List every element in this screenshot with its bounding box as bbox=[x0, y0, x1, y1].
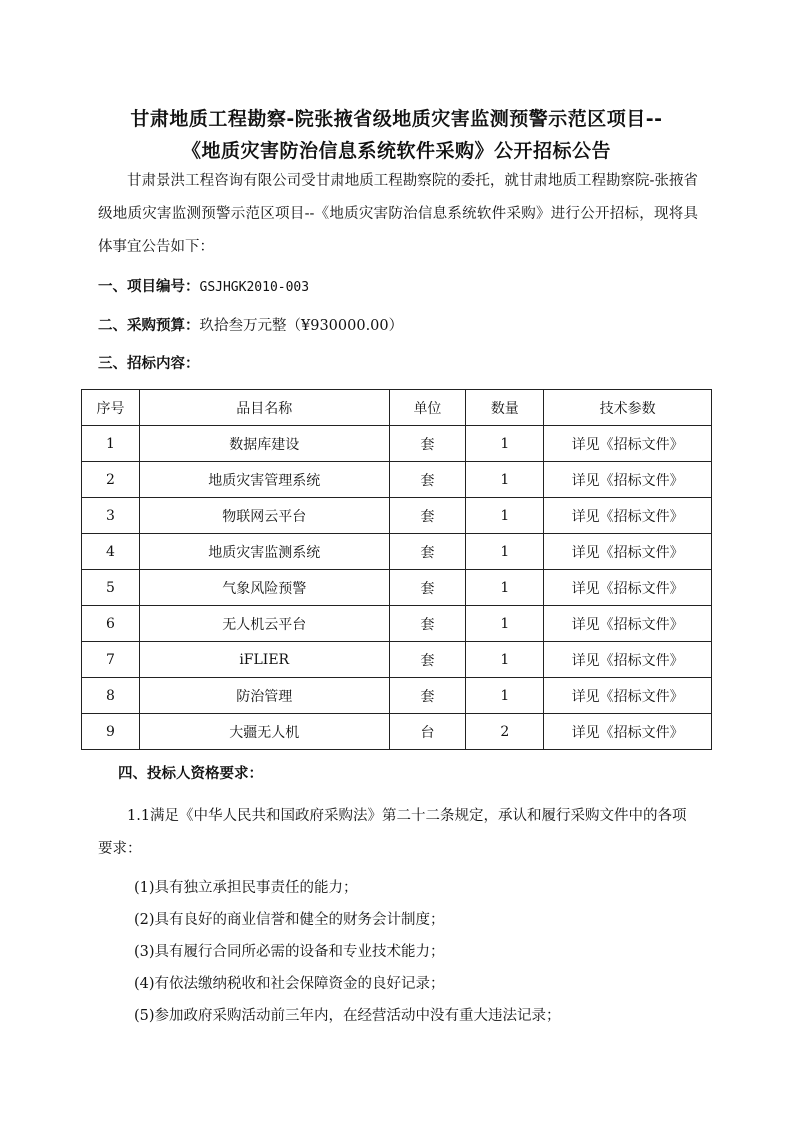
project-number-label: 一、项目编号： bbox=[98, 279, 200, 295]
table-header-row bbox=[82, 390, 712, 426]
cell-unit: 套 bbox=[389, 426, 466, 462]
cell-seq: 2 bbox=[82, 462, 140, 498]
cell-item-name: 无人机云平台 bbox=[139, 606, 389, 642]
cell-item-name: 物联网云平台 bbox=[139, 498, 389, 534]
requirement-item: (4)有依法缴纳税收和社会保障资金的良好记录； bbox=[134, 976, 445, 992]
section4-heading: 四、投标人资格要求： bbox=[118, 766, 263, 782]
cell-item-name: iFLIER bbox=[139, 642, 389, 678]
header-seq: 序号 bbox=[82, 390, 140, 426]
table-row bbox=[82, 714, 712, 750]
requirement-item: (5)参加政府采购活动前三年内，在经营活动中没有重大违法记录； bbox=[134, 1008, 561, 1024]
project-number-value: GSJHGK2010-003 bbox=[199, 280, 310, 295]
cell-seq: 4 bbox=[82, 534, 140, 570]
budget-label: 二、采购预算： bbox=[98, 318, 200, 334]
cell-tech-params: 详见《招标文件》 bbox=[544, 606, 712, 642]
cell-seq: 9 bbox=[82, 714, 140, 750]
contents-heading bbox=[98, 352, 200, 373]
cell-seq: 3 bbox=[82, 498, 140, 534]
cell-seq: 1 bbox=[82, 426, 140, 462]
cell-unit: 套 bbox=[389, 462, 466, 498]
cell-unit: 套 bbox=[389, 570, 466, 606]
table-row bbox=[82, 570, 712, 606]
items-table bbox=[81, 389, 712, 750]
title-line-1: 甘肃地质工程勘察-院张掖省级地质灾害监测预警示范区项目-- bbox=[130, 108, 663, 130]
requirement-item: (2)具有良好的商业信誉和健全的财务会计制度； bbox=[134, 912, 445, 928]
intro-paragraph: 甘肃景洪工程咨询有限公司受甘肃地质工程勘察院的委托，就甘肃地质工程勘察院-张掖省级地质灾害监测预警示范区项目--《地质灾害防治信息系统软件采购》进行公开招标，现将具体事宜公告如下： bbox=[98, 173, 698, 255]
table-row bbox=[82, 642, 712, 678]
cell-tech-params: 详见《招标文件》 bbox=[544, 714, 712, 750]
cell-seq: 5 bbox=[82, 570, 140, 606]
cell-quantity: 1 bbox=[466, 678, 544, 714]
table-row bbox=[82, 498, 712, 534]
cell-unit: 套 bbox=[389, 678, 466, 714]
table-row bbox=[82, 678, 712, 714]
cell-tech-params: 详见《招标文件》 bbox=[544, 426, 712, 462]
cell-unit: 套 bbox=[389, 498, 466, 534]
project-number bbox=[98, 275, 309, 296]
cell-item-name: 数据库建设 bbox=[139, 426, 389, 462]
requirements-intro: 1.1满足《中华人民共和国政府采购法》第二十二条规定，承认和履行采购文件中的各项要求： bbox=[98, 808, 687, 857]
cell-tech-params: 详见《招标文件》 bbox=[544, 570, 712, 606]
cell-tech-params: 详见《招标文件》 bbox=[544, 462, 712, 498]
cell-tech-params: 详见《招标文件》 bbox=[544, 642, 712, 678]
cell-quantity: 1 bbox=[466, 642, 544, 678]
requirement-item: (1)具有独立承担民事责任的能力； bbox=[134, 880, 358, 896]
cell-unit: 套 bbox=[389, 642, 466, 678]
budget-value: 玖拾叁万元整（¥930000.00） bbox=[199, 318, 404, 334]
cell-unit: 台 bbox=[389, 714, 466, 750]
table-row bbox=[82, 462, 712, 498]
cell-item-name: 地质灾害监测系统 bbox=[139, 534, 389, 570]
table-row bbox=[82, 534, 712, 570]
cell-quantity: 1 bbox=[466, 570, 544, 606]
cell-quantity: 1 bbox=[466, 606, 544, 642]
header-item-name: 品目名称 bbox=[139, 390, 389, 426]
cell-quantity: 2 bbox=[466, 714, 544, 750]
cell-item-name: 地质灾害管理系统 bbox=[139, 462, 389, 498]
cell-tech-params: 详见《招标文件》 bbox=[544, 534, 712, 570]
cell-quantity: 1 bbox=[466, 534, 544, 570]
header-tech-params: 技术参数 bbox=[544, 390, 712, 426]
header-unit: 单位 bbox=[389, 390, 466, 426]
cell-seq: 6 bbox=[82, 606, 140, 642]
cell-quantity: 1 bbox=[466, 426, 544, 462]
cell-item-name: 气象风险预警 bbox=[139, 570, 389, 606]
cell-unit: 套 bbox=[389, 534, 466, 570]
requirement-item: (3)具有履行合同所必需的设备和专业技术能力； bbox=[134, 944, 445, 960]
table-row bbox=[82, 606, 712, 642]
header-quantity: 数量 bbox=[466, 390, 544, 426]
title-line-2: 《地质灾害防治信息系统软件采购》公开招标公告 bbox=[181, 140, 611, 162]
cell-seq: 8 bbox=[82, 678, 140, 714]
cell-quantity: 1 bbox=[466, 498, 544, 534]
table-row bbox=[82, 426, 712, 462]
budget bbox=[98, 314, 403, 335]
cell-tech-params: 详见《招标文件》 bbox=[544, 498, 712, 534]
contents-label: 三、招标内容： bbox=[98, 356, 200, 372]
cell-unit: 套 bbox=[389, 606, 466, 642]
cell-item-name: 防治管理 bbox=[139, 678, 389, 714]
cell-item-name: 大疆无人机 bbox=[139, 714, 389, 750]
cell-quantity: 1 bbox=[466, 462, 544, 498]
cell-tech-params: 详见《招标文件》 bbox=[544, 678, 712, 714]
cell-seq: 7 bbox=[82, 642, 140, 678]
